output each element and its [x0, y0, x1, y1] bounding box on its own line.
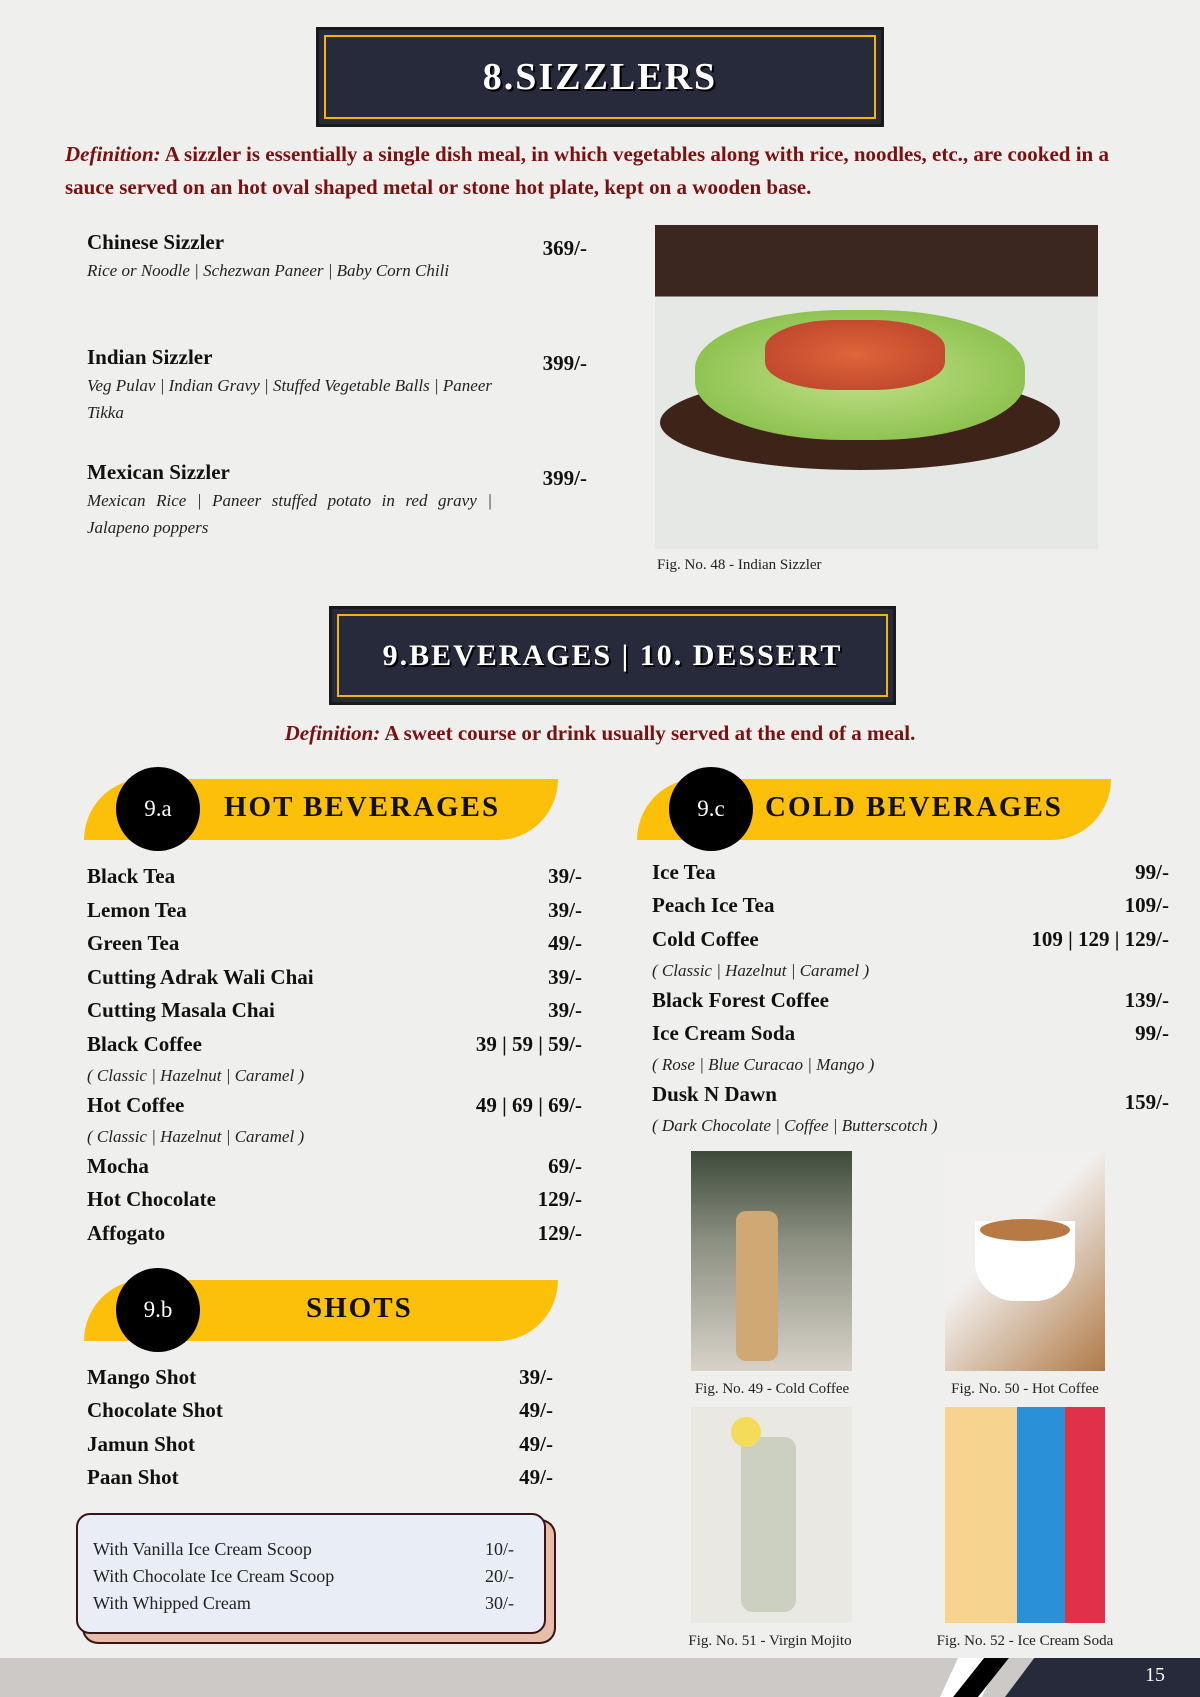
ice-cream-soda-photo	[945, 1407, 1105, 1623]
item-name: Paan Shot	[87, 1465, 179, 1489]
item-name: Mexican Sizzler	[87, 460, 230, 484]
menu-row	[652, 860, 1169, 893]
def-text: A sizzler is essentially a single dish meal, in which vegetables along with rice, noodles, etc., are cooked in a sauce served on an hot oval shaped metal or stone hot plate, kept on a wooden base.	[65, 142, 1109, 199]
item-name: Hot Coffee	[87, 1093, 185, 1117]
item-name: Dusk N Dawn	[652, 1082, 777, 1106]
item-price: 399/-	[542, 466, 587, 490]
item-name: Lemon Tea	[87, 898, 187, 922]
item-price: 49 | 69 | 69/-	[475, 1093, 582, 1117]
item-price: 109 | 129 | 129/-	[1031, 927, 1169, 951]
def-text: A sweet course or drink usually served at the end of a meal.	[380, 721, 916, 745]
item-name: Black Tea	[87, 864, 176, 888]
item-price: 99/-	[1135, 860, 1169, 884]
item-price: 129/-	[537, 1187, 582, 1211]
sizzler-photo	[655, 225, 1098, 549]
item-name: Mango Shot	[87, 1365, 197, 1389]
item-price: 39 | 59 | 59/-	[475, 1032, 582, 1056]
menu-row	[87, 1154, 582, 1187]
menu-row	[87, 1398, 553, 1431]
item-price: 39/-	[548, 965, 582, 989]
section-number: 9.b	[116, 1268, 200, 1352]
menu-row	[87, 931, 582, 964]
menu-row	[87, 965, 582, 998]
item-variants: ( Classic | Hazelnut | Caramel )	[87, 1066, 305, 1085]
item-name: Cutting Masala Chai	[87, 998, 275, 1022]
figure-caption: Fig. No. 50 - Hot Coffee	[951, 1381, 1099, 1397]
item-name: Jamun Shot	[87, 1432, 195, 1456]
item-price: 49/-	[519, 1465, 553, 1489]
shots-banner	[84, 1280, 558, 1341]
item-name: Black Forest Coffee	[652, 988, 829, 1012]
item-price: 139/-	[1124, 988, 1169, 1012]
item-price: 39/-	[548, 898, 582, 922]
item-desc: Rice or Noodle | Schezwan Paneer | Baby Corn Chili	[87, 261, 450, 280]
menu-row	[652, 927, 1169, 960]
beverages-title	[329, 606, 896, 705]
menu-item	[87, 460, 587, 541]
figure-caption: Fig. No. 48 - Indian Sizzler	[657, 557, 822, 573]
menu-row	[87, 1432, 553, 1465]
menu-row	[652, 893, 1169, 926]
menu-row	[87, 898, 582, 931]
title-text: 8.SIZZLERS	[482, 56, 718, 98]
beverages-definition	[0, 717, 1200, 750]
item-variants: ( Rose | Blue Curacao | Mango )	[652, 1055, 875, 1074]
item-name: Cold Coffee	[652, 927, 759, 951]
menu-row	[652, 988, 1169, 1021]
menu-row	[87, 1032, 582, 1065]
menu-row	[87, 1365, 553, 1398]
section-number: 9.c	[669, 767, 753, 851]
hot-beverages-banner	[84, 779, 558, 840]
cold-coffee-photo	[691, 1151, 852, 1371]
menu-row	[87, 1093, 582, 1126]
item-desc: Veg Pulav | Indian Gravy | Stuffed Vegetable Balls | Paneer Tikka	[87, 376, 492, 422]
menu-row	[87, 998, 582, 1031]
addon-row	[93, 1539, 514, 1560]
hot-coffee-photo	[945, 1151, 1105, 1371]
item-variants: ( Dark Chocolate | Coffee | Butterscotch )	[652, 1116, 938, 1135]
sizzlers-title	[316, 27, 884, 127]
page-number: 15	[1145, 1664, 1165, 1686]
addons-box	[76, 1513, 546, 1634]
item-price: 399/-	[542, 351, 587, 375]
item-price: 39/-	[519, 1365, 553, 1389]
cold-beverages-banner	[637, 779, 1111, 840]
section-title: HOT BEVERAGES	[224, 791, 501, 823]
item-name: Cutting Adrak Wali Chai	[87, 965, 314, 989]
addon-price: 20/-	[485, 1566, 514, 1586]
section-title: SHOTS	[306, 1292, 413, 1324]
item-name: Ice Cream Soda	[652, 1021, 796, 1045]
footer-page-area	[1005, 1658, 1200, 1697]
item-price: 39/-	[548, 998, 582, 1022]
item-variants: ( Classic | Hazelnut | Caramel )	[652, 961, 870, 980]
addon-name: With Vanilla Ice Cream Scoop	[93, 1539, 312, 1559]
item-price: 49/-	[519, 1432, 553, 1456]
menu-item	[87, 345, 587, 426]
item-desc: Mexican Rice | Paneer stuffed potato in red gravy | Jalapeno poppers	[87, 491, 492, 537]
menu-row	[652, 1082, 1169, 1115]
addon-price: 10/-	[485, 1539, 514, 1559]
title-text: 9.BEVERAGES | 10. DESSERT	[382, 638, 843, 672]
item-price: 69/-	[548, 1154, 582, 1178]
addon-price: 30/-	[485, 1593, 514, 1613]
def-label: Definition:	[65, 142, 161, 166]
item-name: Peach Ice Tea	[652, 893, 775, 917]
item-name: Green Tea	[87, 931, 180, 955]
item-name: Ice Tea	[652, 860, 716, 884]
menu-row	[87, 1465, 553, 1498]
item-name: Black Coffee	[87, 1032, 202, 1056]
item-price: 159/-	[1124, 1090, 1169, 1114]
item-price: 129/-	[537, 1221, 582, 1245]
item-name: Mocha	[87, 1154, 149, 1178]
menu-row	[652, 1021, 1169, 1054]
sizzlers-definition	[65, 138, 1145, 204]
def-label: Definition:	[284, 721, 381, 745]
menu-item	[87, 230, 587, 284]
figure-caption: Fig. No. 49 - Cold Coffee	[694, 1381, 850, 1397]
menu-row	[87, 864, 582, 897]
item-price: 109/-	[1124, 893, 1169, 917]
addon-row	[93, 1566, 514, 1587]
item-variants: ( Classic | Hazelnut | Caramel )	[87, 1127, 305, 1146]
item-name: Chinese Sizzler	[87, 230, 225, 254]
item-price: 49/-	[548, 931, 582, 955]
addon-row	[93, 1593, 514, 1614]
item-price: 369/-	[542, 236, 587, 260]
figure-caption: Fig. No. 51 - Virgin Mojito	[688, 1633, 852, 1649]
figure-caption: Fig. No. 52 - Ice Cream Soda	[936, 1633, 1114, 1649]
addon-name: With Chocolate Ice Cream Scoop	[93, 1566, 335, 1586]
addon-name: With Whipped Cream	[93, 1593, 251, 1613]
menu-row	[87, 1187, 582, 1220]
item-name: Chocolate Shot	[87, 1398, 223, 1422]
item-price: 99/-	[1135, 1021, 1169, 1045]
item-name: Hot Chocolate	[87, 1187, 216, 1211]
item-name: Indian Sizzler	[87, 345, 213, 369]
item-name: Affogato	[87, 1221, 166, 1245]
menu-row	[87, 1221, 582, 1254]
item-price: 49/-	[519, 1398, 553, 1422]
section-number: 9.a	[116, 767, 200, 851]
section-title: COLD BEVERAGES	[765, 791, 1063, 823]
item-price: 39/-	[548, 864, 582, 888]
virgin-mojito-photo	[691, 1407, 852, 1623]
